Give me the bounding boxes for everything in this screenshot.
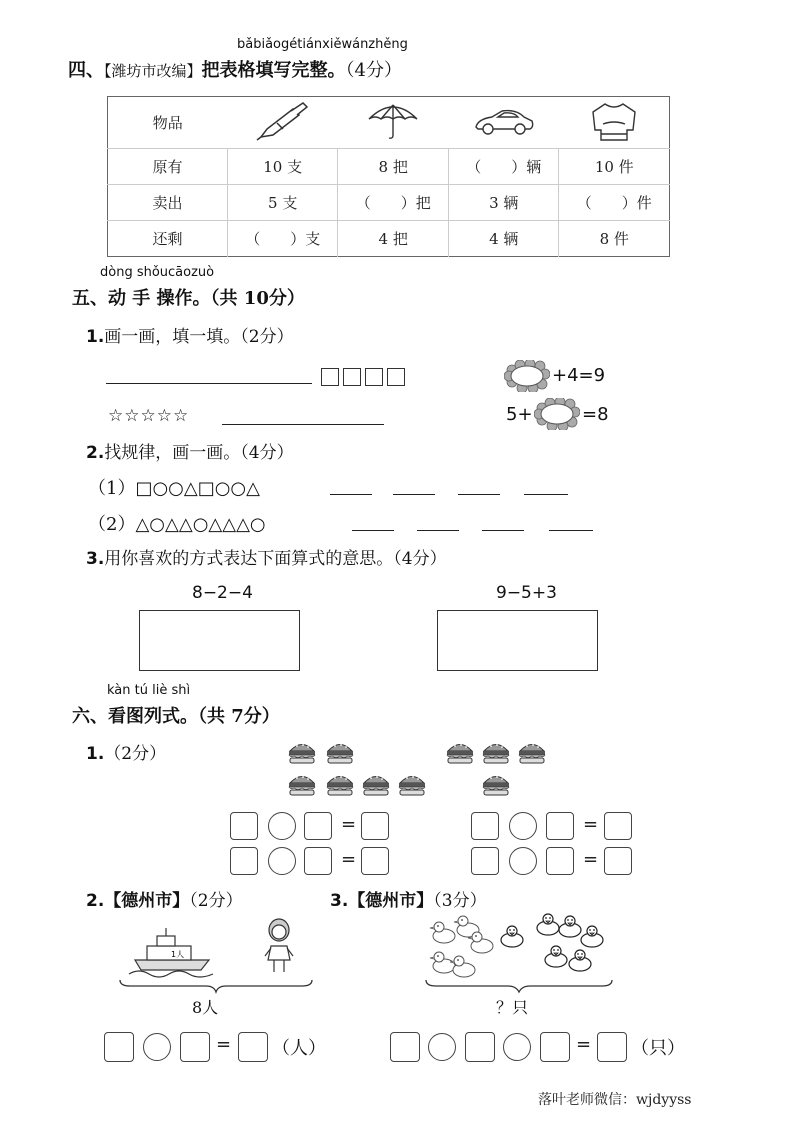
brace-right xyxy=(424,978,614,994)
q2-total: 8人 xyxy=(192,998,219,1017)
answer-box[interactable] xyxy=(390,1032,420,1062)
eq1-text: +4=9 xyxy=(552,365,606,386)
answer-box[interactable] xyxy=(465,1032,495,1062)
draw-line-1[interactable] xyxy=(106,383,312,384)
pattern-1-label: （1） xyxy=(88,478,136,499)
sec6-q3-source: 【德州市】 xyxy=(348,891,434,911)
square-shape xyxy=(387,368,405,386)
sec5-title: 五、动 手 操作。（共 10分） xyxy=(72,288,305,309)
girl-illustration xyxy=(262,916,296,976)
table-cell: （ ）支 xyxy=(227,221,338,257)
q1-num: 1. xyxy=(86,327,105,347)
q3-num: 3. xyxy=(86,549,105,569)
table-cell: （ ）辆 xyxy=(448,149,559,185)
q1-text: 画一画，填一填。（2分） xyxy=(104,327,294,347)
square-shape xyxy=(343,368,361,386)
sec5-pinyin: dòng shǒucāozuò xyxy=(100,265,215,280)
answer-box[interactable] xyxy=(304,812,332,840)
equals-sign: = xyxy=(576,1034,592,1055)
table-cell: 5 支 xyxy=(227,185,338,221)
sec6-q1 xyxy=(86,739,166,764)
q3-text: 用你喜欢的方式表达下面算式的意思。（4分） xyxy=(104,549,447,569)
table-cell: 10 支 xyxy=(227,149,338,185)
answer-box-2[interactable] xyxy=(437,610,598,671)
sec6-q1-points: （2分） xyxy=(104,744,167,764)
sec6-q3 xyxy=(330,886,487,911)
table-cell: 3 辆 xyxy=(448,185,559,221)
table-cell: 10 件 xyxy=(559,149,670,185)
car-icon xyxy=(448,97,559,149)
answer-box[interactable] xyxy=(546,812,574,840)
row-header-remaining: 还剩 xyxy=(152,230,183,248)
operator-circle[interactable] xyxy=(268,847,296,875)
answer-box[interactable] xyxy=(361,847,389,875)
pattern-blank[interactable] xyxy=(482,530,524,531)
brace-left xyxy=(118,978,314,994)
operator-circle[interactable] xyxy=(503,1033,531,1061)
boat-label: 1人 xyxy=(171,950,185,959)
pattern-1 xyxy=(88,474,260,500)
row-header-original: 原有 xyxy=(108,149,228,185)
answer-box[interactable] xyxy=(604,812,632,840)
flower-blank-1[interactable] xyxy=(504,360,550,392)
answer-box[interactable] xyxy=(471,812,499,840)
sec6-q2-points: （2分） xyxy=(189,891,243,911)
q2-num: 2. xyxy=(86,443,105,463)
table-cell: 4 把 xyxy=(338,221,449,257)
sec6-q1-num: 1. xyxy=(86,744,105,764)
table-cell: （ ）件 xyxy=(559,185,670,221)
answer-box[interactable] xyxy=(304,847,332,875)
answer-box[interactable] xyxy=(546,847,574,875)
answer-box[interactable] xyxy=(540,1032,570,1062)
pattern-blank[interactable] xyxy=(330,494,372,495)
eq2-pre: 5+ xyxy=(506,404,533,425)
sec6-title: 六、看图列式。（共 7分） xyxy=(72,706,280,727)
answer-box[interactable] xyxy=(597,1032,627,1062)
q2-unit: （人） xyxy=(272,1038,326,1059)
q2-text: 找规律，画一画。（4分） xyxy=(104,443,294,463)
answer-box[interactable] xyxy=(180,1032,210,1062)
sec5-q3 xyxy=(86,544,447,569)
operator-circle[interactable] xyxy=(428,1033,456,1061)
sec6-q3-num: 3. xyxy=(330,891,349,911)
pen-icon xyxy=(227,97,338,149)
umbrella-icon xyxy=(338,97,449,149)
sec6-q2-source: 【德州市】 xyxy=(104,891,190,911)
answer-box[interactable] xyxy=(104,1032,134,1062)
square-shape xyxy=(365,368,383,386)
pattern-2 xyxy=(88,510,266,536)
answer-box[interactable] xyxy=(471,847,499,875)
answer-box[interactable] xyxy=(361,812,389,840)
flower-blank-2[interactable] xyxy=(534,398,580,430)
pattern-2-label: （2） xyxy=(88,514,136,535)
sec6-q3-points: （3分） xyxy=(433,891,487,911)
answer-box-1[interactable] xyxy=(139,610,300,671)
sec6-pinyin: kàn tú liè shì xyxy=(107,683,191,698)
q3-unit: （只） xyxy=(631,1038,685,1059)
equals-sign: = xyxy=(341,849,357,870)
answer-box[interactable] xyxy=(230,812,258,840)
expr-1: 8−2−4 xyxy=(192,583,253,603)
ducks-illustration xyxy=(426,910,606,982)
sec5-q2 xyxy=(86,438,294,463)
sec4-title: 把表格填写完整。 xyxy=(201,60,346,81)
q3-total: ？只 xyxy=(496,998,529,1017)
operator-circle[interactable] xyxy=(509,847,537,875)
sec4-source: 【潍坊市改编】 xyxy=(104,62,202,80)
items-table xyxy=(107,96,670,257)
square-shape xyxy=(321,368,339,386)
answer-box[interactable] xyxy=(604,847,632,875)
equals-sign: = xyxy=(583,814,599,835)
footer-contact: 落叶老师微信：wjdyyss xyxy=(538,1092,692,1108)
boat-illustration xyxy=(127,924,217,980)
table-cell: 4 辆 xyxy=(448,221,559,257)
answer-box[interactable] xyxy=(230,847,258,875)
sec6-q2 xyxy=(86,886,243,911)
answer-box[interactable] xyxy=(238,1032,268,1062)
table-cell: 8 把 xyxy=(338,149,449,185)
equals-sign: = xyxy=(216,1034,232,1055)
pattern-blank[interactable] xyxy=(352,530,394,531)
operator-circle[interactable] xyxy=(143,1033,171,1061)
equals-sign: = xyxy=(341,814,357,835)
table-cell: 8 件 xyxy=(559,221,670,257)
row-header-item: 物品 xyxy=(108,97,228,149)
expr-2: 9−5+3 xyxy=(496,583,557,603)
stars: ☆☆☆☆☆ xyxy=(108,406,190,426)
operator-circle[interactable] xyxy=(509,812,537,840)
pattern-1-shapes: □○○△□○○△ xyxy=(135,478,260,499)
operator-circle[interactable] xyxy=(268,812,296,840)
eq2-post: =8 xyxy=(582,404,609,425)
pattern-2-shapes: △○△△○△△△○ xyxy=(135,514,266,535)
sec4-num: 四、 xyxy=(68,60,104,81)
sec4-points: （4分） xyxy=(345,60,402,81)
sweater-icon xyxy=(559,97,670,149)
pattern-blank[interactable] xyxy=(417,530,459,531)
sec6-q2-num: 2. xyxy=(86,891,105,911)
draw-line-2[interactable] xyxy=(222,424,384,425)
pattern-blank[interactable] xyxy=(524,494,568,495)
sec5-q1 xyxy=(86,322,294,347)
pattern-blank[interactable] xyxy=(393,494,435,495)
equals-sign: = xyxy=(583,849,599,870)
sec4-pinyin: bǎbiǎogétiánxiěwánzhěng xyxy=(237,37,408,52)
table-cell: （ ）把 xyxy=(338,185,449,221)
row-header-sold: 卖出 xyxy=(108,185,228,221)
pattern-blank[interactable] xyxy=(549,530,593,531)
burgers-illustration xyxy=(286,738,566,800)
pattern-blank[interactable] xyxy=(458,494,500,495)
sec4-heading xyxy=(68,56,402,82)
